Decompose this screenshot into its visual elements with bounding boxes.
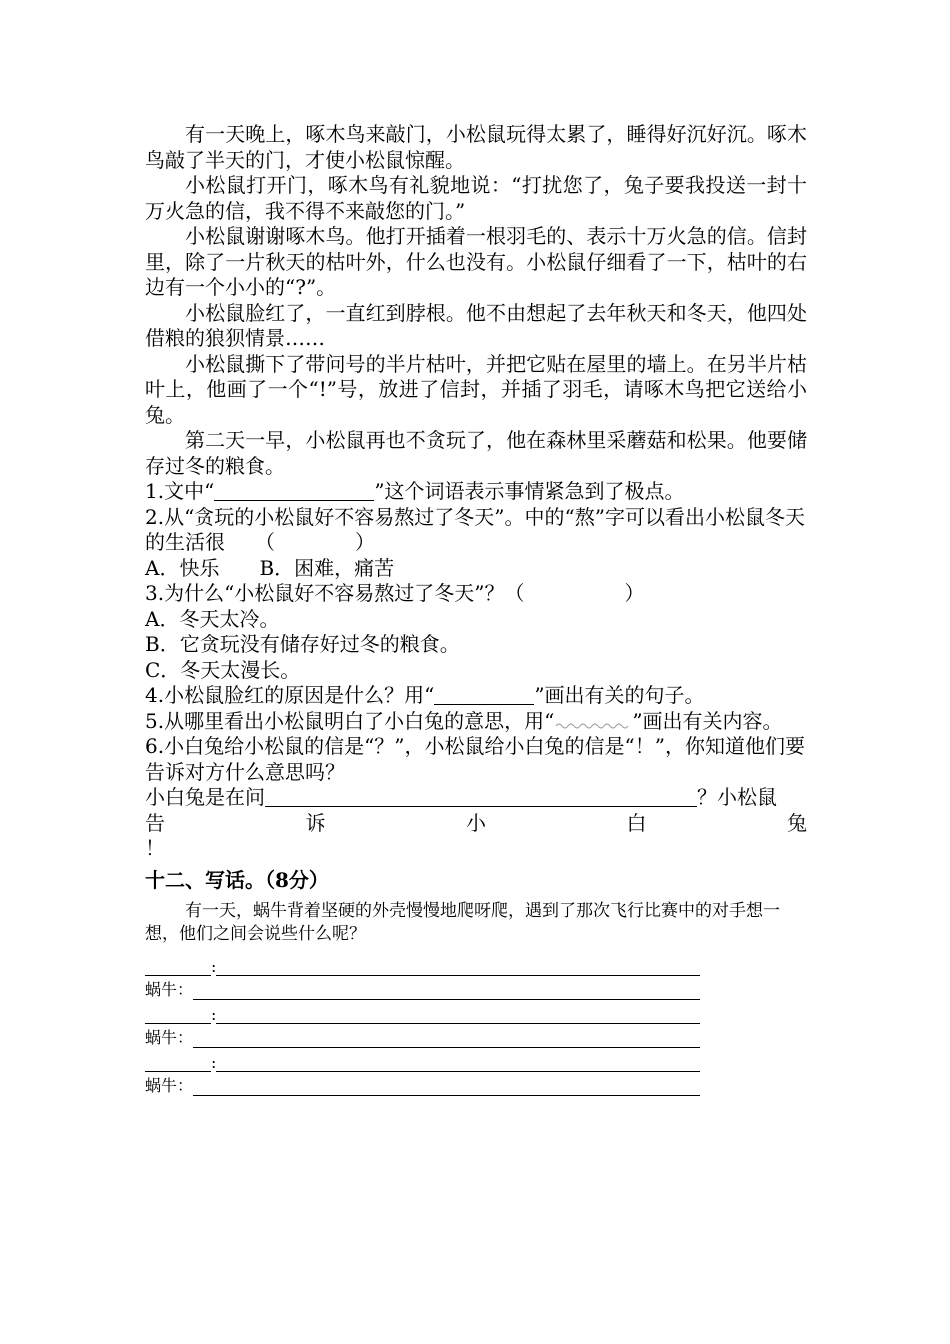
story-paragraph-6: 第二天一早，小松鼠再也不贪玩了，他在森林里采蘑菇和松果。他要储存过冬的粮食。: [145, 428, 807, 478]
spread-char: 诉: [305, 810, 326, 835]
question-5-prefix: 5.从哪里看出小松鼠明白了小白兔的意思，用“: [145, 708, 555, 733]
question-1: [145, 479, 807, 505]
dialogue-line-1[interactable]: [145, 952, 700, 976]
writing-section-heading: 十二、写话。（8分）: [145, 867, 329, 892]
story-paragraph-4: 小松鼠脸红了，一直红到脖根。他不由想起了去年秋天和冬天，他四处借粮的狼狈情景……: [145, 300, 807, 350]
question-3: 3.为什么“小松鼠好不容易熬过了冬天”？（ ）: [145, 581, 645, 605]
dialogue-line-3[interactable]: [145, 1000, 700, 1024]
question-6-answer-line-3: ！: [145, 836, 165, 860]
speaker-blank[interactable]: [145, 1007, 211, 1024]
question-1-blank[interactable]: [214, 480, 374, 501]
dialogue-line-6[interactable]: [145, 1072, 700, 1096]
snail-label: 蜗牛：: [145, 1027, 194, 1047]
question-6-answer-line-2: [145, 811, 807, 837]
snail-label: 蜗牛：: [145, 1075, 194, 1095]
question-2-options: [145, 556, 807, 582]
story-paragraph-5: 小松鼠撕下了带问号的半片枯叶，并把它贴在屋里的墙上。在另半片枯叶上，他画了一个“!”号，放进了信封，并插了羽毛，请啄木鸟把它送给小兔。: [145, 351, 807, 427]
colon-label: :: [211, 1004, 217, 1024]
question-2-option-a[interactable]: A．快乐: [145, 555, 220, 580]
question-3-option-c[interactable]: C．冬天太漫长。: [145, 657, 301, 682]
writing-prompt: 有一天，蜗牛背着坚硬的外壳慢慢地爬呀爬，遇到了那次飞行比赛中的对手想一想，他们之间会说些什么呢？: [145, 900, 780, 944]
speaker-blank[interactable]: [145, 959, 211, 976]
question-4-underline-mark: [434, 684, 534, 705]
story-paragraph-2: 小松鼠打开门，啄木鸟有礼貌地说：“打扰您了，兔子要我投送一封十万火急的信，我不得不来敲您的门。”: [145, 173, 807, 223]
question-5: [145, 709, 807, 735]
dialogue-line-2[interactable]: [145, 976, 700, 1000]
answer-line[interactable]: [216, 959, 700, 976]
speaker-blank[interactable]: [145, 1055, 211, 1072]
snail-label: 蜗牛：: [145, 979, 194, 999]
question-5-suffix: ”画出有关内容。: [632, 708, 783, 733]
worksheet-page: [145, 122, 807, 1096]
spread-char: 小: [466, 810, 486, 835]
question-6-line1-prefix: 小白兔是在问: [145, 785, 265, 809]
question-2: 2.从“贪玩的小松鼠好不容易熬过了冬天”。中的“熬”字可以看出小松鼠冬天的生活很 （ ）: [145, 504, 805, 554]
question-1-suffix: ”这个词语表示事情紧急到了极点。: [374, 479, 685, 503]
question-4: [145, 683, 807, 709]
question-3-option-b[interactable]: B．它贪玩没有储存好过冬的粮食。: [145, 632, 460, 656]
colon-label: :: [211, 956, 217, 976]
question-6-answer-line-1: [145, 785, 807, 811]
wavy-line-icon: [554, 718, 632, 730]
spread-char: 白: [626, 810, 647, 835]
story-paragraph-1: 有一天晚上，啄木鸟来敲门，小松鼠玩得太累了，睡得好沉好沉。啄木鸟敲了半天的门，才使小松鼠惊醒。: [145, 122, 807, 172]
dialogue-line-4[interactable]: [145, 1024, 700, 1048]
answer-line[interactable]: [216, 1055, 700, 1072]
story-paragraph-3: 小松鼠谢谢啄木鸟。他打开插着一根羽毛的、表示十万火急的信。信封里，除了一片秋天的枯叶外，什么也没有。小松鼠仔细看了一下，枯叶的右边有一个小小的“?”。: [145, 224, 807, 299]
question-6: 6.小白兔给小松鼠的信是“？”，小松鼠给小白兔的信是“！”，你知道他们要告诉对方什么意思吗？: [145, 734, 805, 784]
answer-line[interactable]: [216, 1007, 700, 1024]
question-4-suffix: ”画出有关的句子。: [534, 683, 705, 707]
answer-line[interactable]: [193, 983, 700, 1000]
spread-char: 告: [145, 810, 165, 835]
answer-line[interactable]: [193, 1079, 700, 1096]
question-1-prefix: 1.文中“: [145, 479, 215, 503]
question-3-option-a[interactable]: A．冬天太冷。: [145, 606, 280, 631]
question-2-option-b[interactable]: B．困难，痛苦: [259, 555, 395, 580]
question-4-prefix: 4.小松鼠脸红的原因是什么？用“: [145, 683, 435, 707]
dialogue-line-5[interactable]: [145, 1048, 700, 1072]
spread-char: 兔: [787, 810, 807, 835]
colon-label: :: [211, 1052, 217, 1072]
question-6-line1-suffix: ？小松鼠: [697, 785, 777, 809]
question-6-answer-blank[interactable]: [265, 786, 697, 807]
answer-line[interactable]: [193, 1031, 700, 1048]
